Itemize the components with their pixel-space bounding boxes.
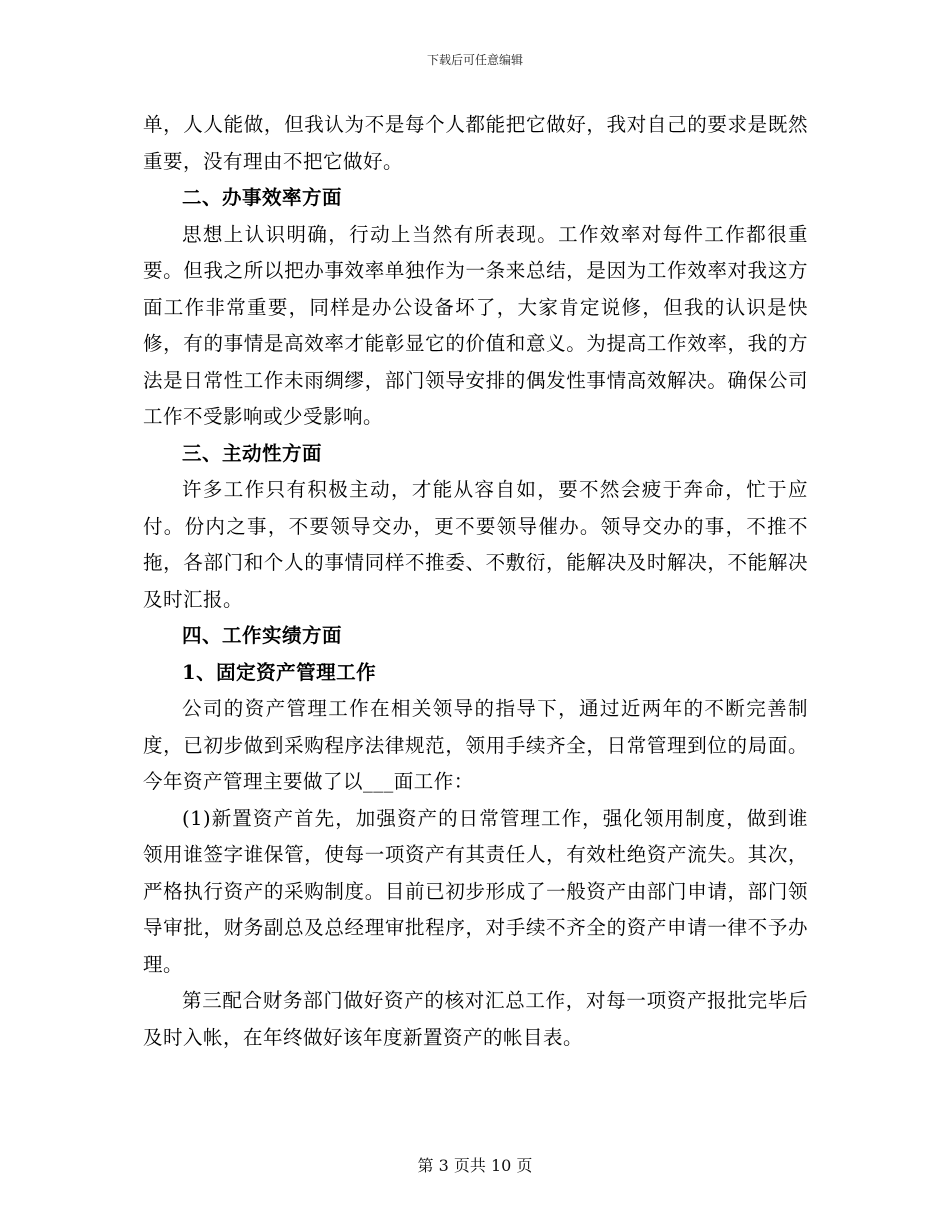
page-number-footer: 第 3 页共 10 页 <box>417 1156 533 1175</box>
page-header-note: 下载后可任意编辑 <box>426 53 523 67</box>
document-body <box>143 107 808 1056</box>
paragraph-initiative: 许多工作只有积极主动，才能从容自如，要不然会疲于奔命，忙于应付。份内之事，不要领导交办，更不要领导催办。领导交办的事，不推不拖，各部门和个人的事情同样不推委、不敷衍，能解决及时解决，不能解决及时汇报。 <box>143 478 808 611</box>
section-heading-initiative: 三、主动性方面 <box>182 441 323 465</box>
section-heading-achievements: 四、工作实绩方面 <box>182 624 343 647</box>
paragraph-asset-reconciliation: 第三配合财务部门做好资产的核对汇总工作，对每一项资产报批完毕后及时入帐，在年终做好该年度新置资产的帐目表。 <box>143 989 808 1049</box>
section-heading-efficiency: 二、办事效率方面 <box>182 186 343 209</box>
paragraph-continuation: 单，人人能做，但我认为不是每个人都能把它做好，我对自己的要求是既然重要，没有理由不把它做好。 <box>143 113 808 173</box>
paragraph-efficiency: 思想上认识明确，行动上当然有所表现。工作效率对每件工作都很重要。但我之所以把办事效率单独作为一条来总结，是因为工作效率对我这方面工作非常重要，同样是办公设备坏了，大家肯定说修，但我的认识是快修，有的事情是高效率才能彰显它的价值和意义。为提高工作效率，我的方法是日常性工作未雨绸缪，部门领导安排的偶发性事情高效解决。确保公司工作不受影响或少受影响。 <box>143 222 808 428</box>
paragraph-asset-management: 公司的资产管理工作在相关领导的指导下，通过近两年的不断完善制度，已初步做到采购程序法律规范，领用手续齐全，日常管理到位的局面。今年资产管理主要做了以___面工作： <box>143 697 808 793</box>
subsection-heading-fixed-assets: 1、固定资产管理工作 <box>182 660 377 684</box>
paragraph-new-assets: (1)新置资产首先，加强资产的日常管理工作，强化领用制度，做到谁领用谁签字谁保管，使每一项资产有其责任人，有效杜绝资产流失。其次，严格执行资产的采购制度。目前已初步形成了一般资产由部门申请，部门领导审批，财务副总及总经理审批程序，对手续不齐全的资产申请一律不予办理。 <box>143 806 808 976</box>
